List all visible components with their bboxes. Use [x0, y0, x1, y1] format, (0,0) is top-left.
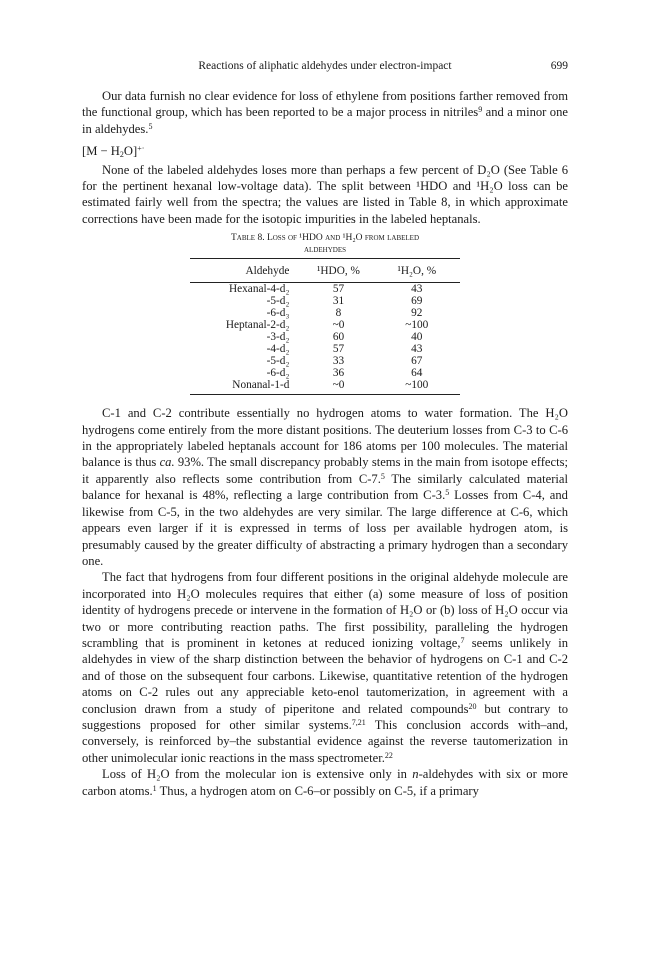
- page-number: 699: [550, 60, 568, 72]
- hdo-cell: 8: [335, 307, 342, 320]
- citation: 5: [445, 488, 450, 498]
- paragraph-mechanism: The fact that hydrogens from four different positions in the original aldehyde molecule are incorporated into H₂O molecules requires that either (a) some measure of loss of position identity of hydrogens precede or intervene in the formation of H₂O or (b) loss of H₂O occur via two or more contributing reaction paths. The first possibility, paralleling the hydrogen scrambling that is prominent in ketones at reduced ionizing voltage,$^7$ seems unlikely in aldehydes in view of the sharp distinction between the behavior of hydrogens on C-1 and C-2 and of those on the subsequent four carbons. Likewise, quantitative retention of the hydrogen atoms on C-2 rules out any appreciable keto-enol tautomerization, in agreement with a conclusion drawn from a study of piperitone and related compounds$^{20}$ but contrary to suggestions proposed for other similar systems.$^{7,21}$ This conclusion accords with–and, conversely, is reinforced by–the substantial evidence against the reverse tautomerization in other unimolecular ionic reactions in the mass spectrometer.$^{22}$: [82, 570, 569, 765]
- hdo-cell: 60: [332, 331, 345, 344]
- h2o-cell: ~100: [405, 319, 429, 332]
- running-header: [82, 60, 568, 76]
- paragraph-molecular-ion: Loss of H₂O from the molecular ion is extensive only in n-aldehydes with six or more carbon atoms.$^1$ Thus, a hydrogen atom on C-6–or possibly on C-5, if a primary: [82, 767, 568, 798]
- table-8: [190, 232, 460, 395]
- aldehyde-cell: -3-d₂: [266, 331, 290, 344]
- paragraph-ethylene-loss: Our data furnish no clear evidence for loss of ethylene from positions farther removed from the functional group, which has been reported to be a major process in nitriles$^9$ and a minor one in aldehydes.$^5$: [82, 89, 568, 136]
- citation: 7: [460, 635, 465, 645]
- table-header-row: [190, 259, 460, 283]
- aldehyde-cell: -4-d₂: [266, 343, 290, 356]
- citation: 9: [478, 105, 483, 115]
- running-title: Reactions of aliphatic aldehydes under electron-impact: [198, 60, 452, 72]
- paragraph-material-balance: C-1 and C-2 contribute essentially no hydrogen atoms to water formation. The H₂O hydrogens come entirely from the more distant positions. The deuterium losses from C-3 to C-6 in the appropriately labeled heptanals account for 186 atoms per 100 molecules. The material balance is thus ca. 93%. The small discrepancy probably stems in the main from isotope effects; it apparently also reflects some contribution from C-7.$^5$ The similarly calculated material balance for hexanal is 48%, reflecting a large contribution from C-3.$^5$ Losses from C-4, and likewise from C-5, in the two aldehydes are very similar. The large difference at C-6, which appears even larger if it is expressed in terms of loss per available hydrogen atom, is presumably caused by the greater difficulty of abstracting a primary hydrogen than a secondary one.: [82, 406, 568, 568]
- data-table: [190, 258, 460, 395]
- aldehyde-cell: -5-d₂: [266, 295, 290, 308]
- h2o-cell: 69: [411, 295, 423, 308]
- table-row: [190, 295, 460, 307]
- citation: 22: [384, 750, 393, 760]
- table-row: [190, 379, 460, 395]
- aldehyde-cell: Nonanal-1-d: [190, 379, 303, 395]
- table-row: [190, 319, 460, 331]
- paragraph-water-loss: None of the labeled aldehydes loses more than perhaps a few percent of D₂O (See Table 6 for the pertinent hexanal low-voltage data). The split between ¹HDO and ¹H₂O loss can be estimated fairly well from the spectra; the values are listed in Table 8, in which approximate corrections have been made for the isotopic impurities in the labeled heptanals.: [82, 162, 568, 226]
- hdo-cell: 31: [332, 295, 345, 308]
- article-body: [82, 88, 568, 799]
- table-row: [190, 307, 460, 319]
- h2o-cell: 92: [411, 307, 423, 320]
- table-row: [190, 343, 460, 355]
- hdo-cell: 33: [332, 355, 345, 368]
- aldehyde-cell: Heptanal-2-d₂: [225, 319, 290, 332]
- h2o-cell: 40: [411, 331, 423, 344]
- h2o-cell: ~100: [374, 379, 460, 395]
- hdo-cell: 36: [332, 367, 345, 380]
- table-caption: Table 8. Loss of ¹HDO and ¹H₂O from labeled aldehydes: [231, 233, 419, 256]
- h2o-cell: 43: [411, 343, 423, 356]
- citation: 20: [468, 701, 477, 711]
- hdo-cell: ~0: [303, 379, 373, 395]
- column-header: ¹H₂O, %: [374, 259, 460, 283]
- aldehyde-cell: -6-d₃: [266, 307, 290, 320]
- hdo-cell: ~0: [332, 319, 345, 332]
- citation: 5: [380, 471, 385, 481]
- citation: 1: [152, 783, 157, 793]
- hdo-cell: 57: [332, 283, 345, 296]
- table-row: [190, 355, 460, 367]
- h2o-cell: 64: [411, 367, 423, 380]
- h2o-cell: 43: [411, 283, 423, 296]
- table-row: [190, 331, 460, 343]
- aldehyde-cell: Hexanal-4-d₂: [228, 283, 290, 296]
- table-row: [190, 283, 460, 296]
- citation: 7,21: [351, 717, 366, 727]
- aldehyde-cell: -5-d₂: [266, 355, 290, 368]
- table-row: [190, 367, 460, 379]
- section-heading: $[M - H_2O]^{+\cdot}$: [82, 144, 145, 160]
- column-header: ¹HDO, %: [303, 259, 373, 283]
- h2o-cell: 67: [411, 355, 423, 368]
- column-header: Aldehyde: [190, 259, 303, 283]
- aldehyde-cell: -6-d₂: [266, 367, 290, 380]
- hdo-cell: 57: [332, 343, 345, 356]
- citation: 5: [148, 121, 153, 131]
